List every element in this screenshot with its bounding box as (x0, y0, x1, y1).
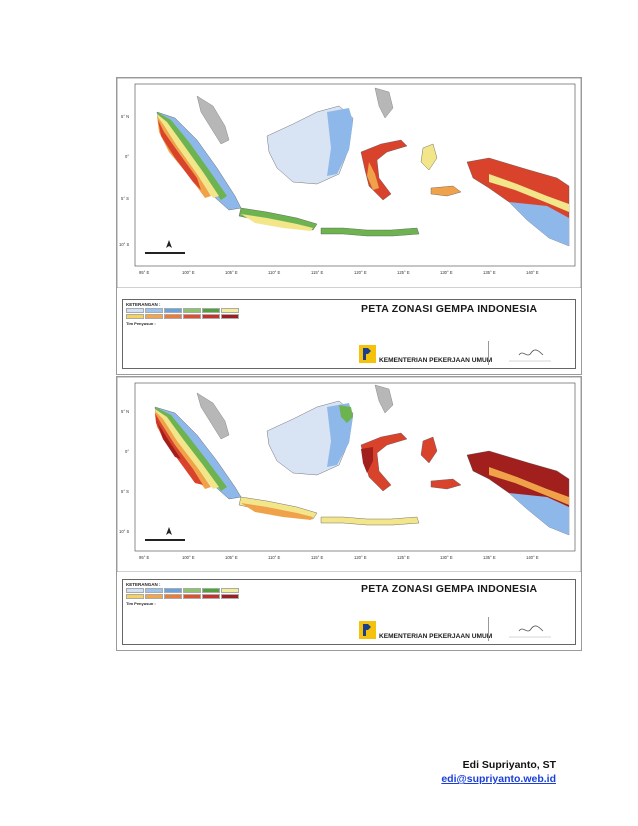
legend-swatch (164, 594, 182, 599)
lon-label: 95° E (139, 555, 150, 560)
legend-swatch (221, 314, 239, 319)
map-title: PETA ZONASI GEMPA INDONESIA (361, 583, 538, 595)
legend-swatch (164, 314, 182, 319)
lon-label: 115° E (311, 270, 324, 275)
ministry-logo-icon (359, 345, 376, 363)
lat-label: 5° S (121, 196, 129, 201)
legend-swatch (145, 594, 163, 599)
legend-swatch (145, 314, 163, 319)
lon-label: 115° E (311, 555, 324, 560)
lon-label: 95° E (139, 270, 150, 275)
lon-label: 105° E (225, 270, 238, 275)
map-2-graphic (117, 377, 581, 572)
ministry-logo-icon (359, 621, 376, 639)
legend-swatch (164, 308, 182, 313)
lon-label: 130° E (440, 270, 453, 275)
scale-bar (145, 252, 185, 254)
signature-icon (489, 341, 571, 365)
map-1-legend (122, 299, 576, 369)
map-1-graphic (117, 78, 581, 288)
legend-swatch (164, 588, 182, 593)
lon-label: 130° E (440, 555, 453, 560)
lon-label: 120° E (354, 270, 367, 275)
seismic-map-2 (116, 376, 582, 651)
legend-swatch (183, 308, 201, 313)
scale-bar (145, 539, 185, 541)
lon-label: 135° E (483, 555, 496, 560)
legend-swatch (221, 308, 239, 313)
legend-swatch (126, 308, 144, 313)
lat-label: 0° (125, 449, 130, 454)
lon-label: 140° E (526, 555, 539, 560)
legend-swatch (126, 314, 144, 319)
legend-swatch (145, 588, 163, 593)
lat-label: 0° (125, 154, 130, 159)
map-2-legend (122, 579, 576, 645)
legend-swatch (126, 588, 144, 593)
lat-label: 10° S (119, 529, 130, 534)
signature-stamp (488, 617, 571, 641)
lon-label: 125° E (397, 555, 410, 560)
lon-label: 120° E (354, 555, 367, 560)
lon-label: 100° E (182, 270, 195, 275)
legend-swatches (126, 594, 334, 599)
legend-swatch (221, 594, 239, 599)
legend-swatches (126, 588, 334, 593)
legend-swatch (202, 588, 220, 593)
ministry-name: KEMENTERIAN PEKERJAAN UMUM (379, 633, 493, 640)
lat-label: 5° S (121, 489, 129, 494)
legend-swatches (126, 314, 334, 319)
lon-label: 140° E (526, 270, 539, 275)
legend-swatches (126, 308, 334, 313)
legend-swatch (202, 308, 220, 313)
author-email-link[interactable]: edi@supriyanto.web.id (441, 773, 556, 785)
legend-swatch (221, 588, 239, 593)
legend-swatch (202, 314, 220, 319)
author-name: Edi Supriyanto, ST (462, 759, 556, 771)
lon-label: 110° E (268, 270, 281, 275)
legend-swatch (202, 594, 220, 599)
lon-label: 125° E (397, 270, 410, 275)
signature-icon (489, 617, 571, 641)
lat-label: 5° N (121, 114, 130, 119)
legend-swatch (183, 314, 201, 319)
lon-label: 105° E (225, 555, 238, 560)
seismic-map-1 (116, 77, 582, 375)
legend-swatch (145, 308, 163, 313)
map-title: PETA ZONASI GEMPA INDONESIA (361, 303, 538, 315)
ministry-name: KEMENTERIAN PEKERJAAN UMUM (379, 357, 493, 364)
legend-swatch (183, 588, 201, 593)
legend-header: KETERANGAN : (126, 582, 161, 587)
lon-label: 110° E (268, 555, 281, 560)
legend-header: KETERANGAN : (126, 302, 161, 307)
legend-swatch (183, 594, 201, 599)
lon-label: 100° E (182, 555, 195, 560)
team-header: Tim Penyusun : (126, 321, 156, 326)
lat-label: 5° N (121, 409, 130, 414)
signature-stamp (488, 341, 571, 365)
lat-label: 10° S (119, 242, 130, 247)
lon-label: 135° E (483, 270, 496, 275)
legend-swatch (126, 594, 144, 599)
team-header: Tim Penyusun : (126, 601, 156, 606)
